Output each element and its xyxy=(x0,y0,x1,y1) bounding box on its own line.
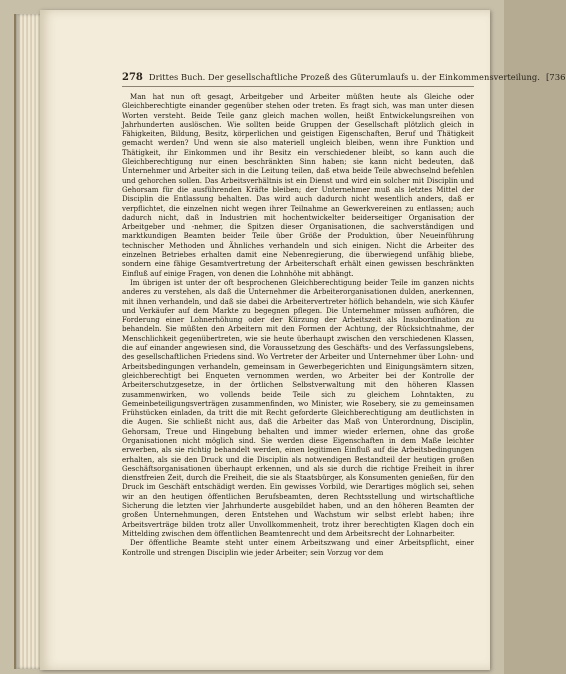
paragraph: Im übrigen ist unter der oft besprochenen Gleichberechtigung beider Teile im ganzen nichts anderes zu verstehen, als daß die Unternehmer die Arbeiterorganisationen dulden, anerkennen, mit ihnen verhandeln, und daß sie dabei die Arbeitervertreter höflich behandeln, wie sich Käufer und Verkäufer auf dem Markte zu begegnen pflegen. Die Unternehmer müssen aufhören, die Forderung einer Lohnerhöhung oder der Kürzung der Arbeitszeit als Insubordination zu behandeln. Sie müßten den Arbeitern mit den Formen der Achtung, der Rücksichtnahme, der Menschlichkeit gegenübertreten, wie sie heute überhaupt zwischen den verschiedenen Klassen, die auf einander angewiesen sind, die Voraussetzung des Geschäfts- und des Verfassungslebens, des gesellschaftlichen Friedens sind. Wo Vertreter der Arbeiter und Unternehmer über Lohn- und Arbeitsbedingungen verhandeln, gemeinsam in Gewerbegerichten und Einigungsämtern sitzen, gleichberechtigt bei Enqueten vernommen werden, wo Arbeiter bei der Kontrolle der Arbeiterschutzgesetze, in der örtlichen Selbstverwaltung mit den höheren Klassen zusammenwirken, wo vollends beide Teile sich zu gleichem Lohntakten, zu Gemeinbeteiligungsverträgen zusammenfinden, wo Minister, wie Rosebery, sie zu gemeinsamen Frühstücken einladen, da tritt die mit Recht geforderte Gleichberechtigung am deutlichsten in die Augen. Sie schließt nicht aus, daß die Arbeiter das Maß von Unterordnung, Disciplin, Gehorsam, Treue und Hingebung behalten und immer wieder erlernen, ohne das große Organisationen nicht möglich sind. Sie werden diese Eigenschaften in dem Maße leichter erwerben, als sie richtig behandelt werden, einen legitimen Einfluß auf die Arbeitsbedingungen erhalten, als sie den Druck und die Disciplin als notwendigen Bestandteil der heutigen großen Geschäftsorganisationen überhaupt erkennen, und als sie durch die richtige Freiheit in ihrer dienstfreien Zeit, durch die Freiheit, die sie als Staatsbürger, als Konsumenten genießen, für den Druck im Geschäft entschädigt werden. Ein gewisses Vorbild, wie Derartiges möglich sei, sehen wir an den heutigen öffentlichen Berufsbeamten, deren Rechtsstellung und wirtschaftliche Sicherung die letzten vier Jahrhunderte ausgebildet haben, und an den höheren Beamten der großen Unternehmungen, deren Entstehen und Wachstum wir selbst erlebt haben; ihre Arbeitsverträge bilden trotz aller Unvollkommenheit, trotz ihrer berechtigten Klagen doch ein Mittelding zwischen dem öffentlichen Beamtenrecht und dem Arbeitsrecht der Lohnarbeiter. xyxy=(122,277,474,538)
paragraph: Der öffentliche Beamte steht unter einem Arbeitszwang und einer Arbeitspflicht, einer Kontrolle und strengen Disciplin wie jeder Arbeiter; sein Vorzug vor dem xyxy=(122,538,474,557)
page-number: 278 xyxy=(122,72,143,83)
running-header xyxy=(122,72,566,87)
header-title: Drittes Buch. Der gesellschaftliche Prozeß des Güterumlaufs u. der Einkommensverteilung. xyxy=(148,72,540,82)
paragraph: Man hat nun oft gesagt, Arbeitgeber und Arbeiter müßten heute als Gleiche oder Gleichberechtigte einander gegenüber stehen oder treten. Es fragt sich, was man unter diesen Worten versteht. Beide Teile ganz gleich machen wollen, heißt Entwickelungsreihen von Jahrhunderten auslöschen. Wie sollten beide Gruppen der Gesellschaft plötzlich gleich in Fähigkeiten, Bildung, Besitz, körperlichen und geistigen Eigenschaften, Beruf und Thätigkeit gemacht werden? Und wenn sie also materiell ungleich bleiben, wenn ihre Funktion und Thätigkeit, ihr Einkommen und ihr Besitz ein verschiedener bleibt, so kann auch die Gleichberechtigung nur einen beschränkten Sinn haben; sie kann nicht bedeuten, daß Unternehmer und Arbeiter sich in die Leitung teilen, daß etwa beide Teile abwechselnd befehlen und gehorchen sollen. Das Arbeitsverhältnis ist ein Dienst und wird ein solcher mit Disciplin und Gehorsam für die ausführenden Kräfte bleiben; der Unternehmer muß als letztes Mittel der Disciplin die Entlassung behalten. Das wird auch dadurch nicht wesentlich anders, daß er verpflichtet, die einzelnen nicht wegen ihrer Teilnahme an Gewerkvereinen zu entlassen; auch dadurch nicht, daß in Industrien mit hochentwickelter beiderseitiger Organisation der Arbeitgeber und -nehmer, die Spitzen dieser Organisationen, die sachverständigen und marktkundigen Beamten beider Teile über Größe der Produktion, über Neueinführung technischer Methoden und Ähnliches verhandeln und sich einigen. Nicht die Arbeiter des einzelnen Betriebes erhalten damit eine Nebenregierung, die überwiegend unfähig bliebe, sondern eine fähige Gesamtvertretung der Arbeiterschaft erhält einen gewissen beschränkten Einfluß auf einige Fragen, von denen die Lohnhöhe mit abhängt. xyxy=(122,92,474,278)
body-text xyxy=(122,92,474,557)
bracket-page-number: [736 xyxy=(545,73,566,83)
book-page xyxy=(40,10,566,670)
